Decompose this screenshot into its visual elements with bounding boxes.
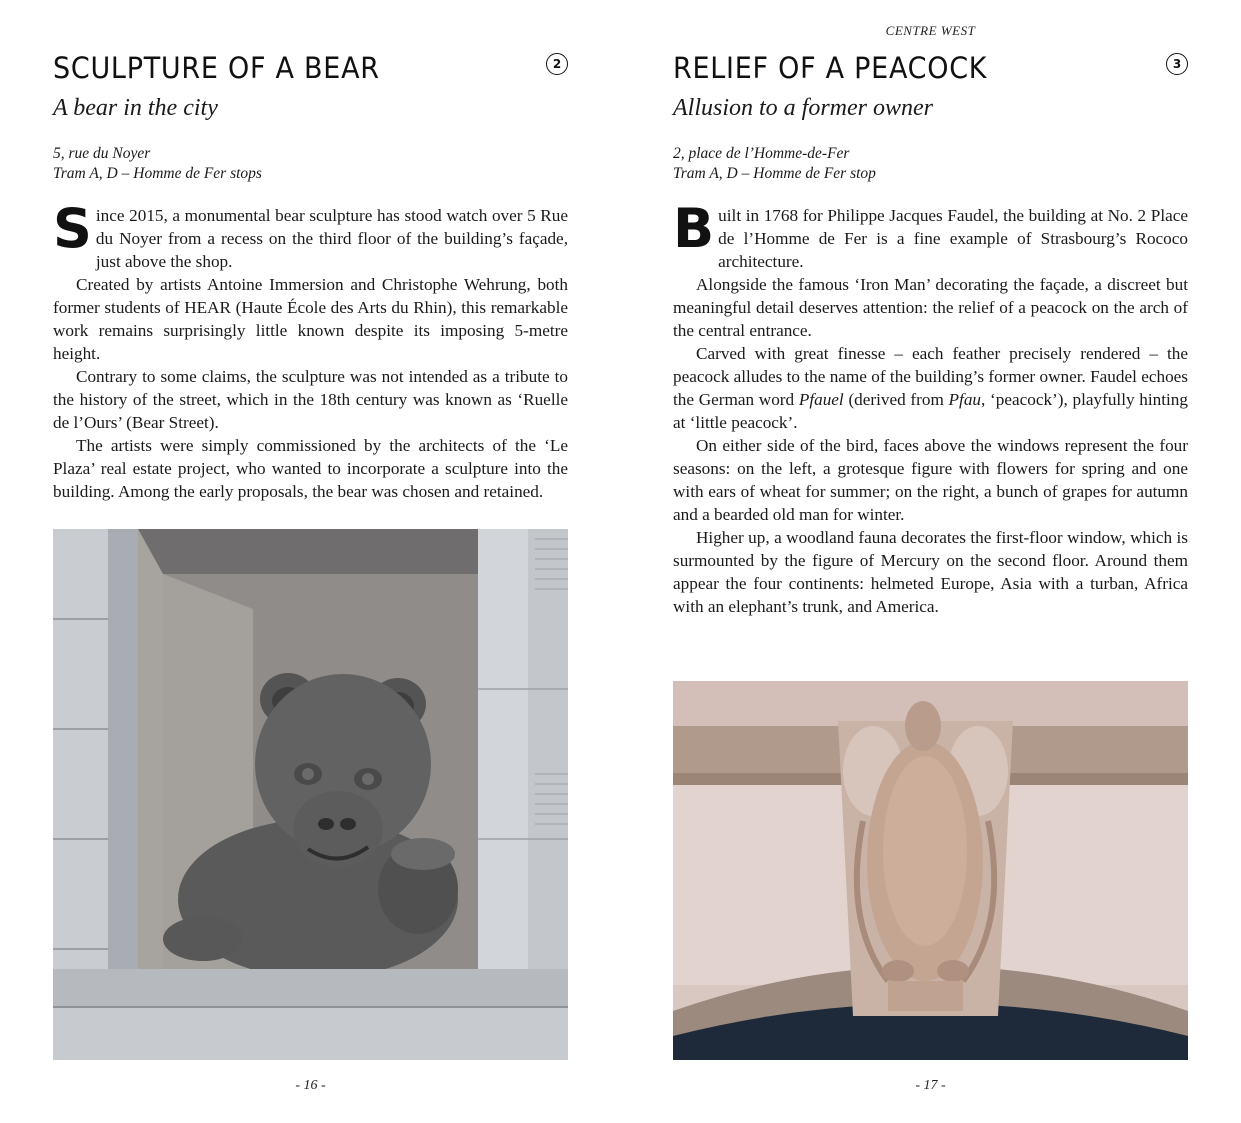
page-number: - 17 - [915,1078,946,1093]
address-block [673,144,876,184]
german-word: Pfau [948,390,982,409]
paragraph: Alongside the famous ‘Iron Man’ decorating the façade, a discreet but meaningful detail deserves attention: the relief of a peacock on the arch of the central entrance. [673,275,1188,340]
street-address: 2, place de l’Homme-de-Fer [673,145,850,162]
paragraph: Created by artists Antoine Immersion and Christophe Wehrung, both former students of HEAR (Haute École des Arts du Rhin), this remarkable work remains surprisingly little known despite its imposing 5-metre height. [53,275,568,363]
right-page [673,0,1188,1123]
page-title: SCULPTURE OF A BEAR [53,51,380,85]
site-number-badge: 3 [1166,53,1188,75]
paragraph: Since 2015, a monumental bear sculpture has stood watch over 5 Rue du Noyer from a recess on the third floor of the building’s façade, just above the shop. [53,197,568,271]
transport-info: Tram A, D – Homme de Fer stop [673,165,876,182]
paragraph: The artists were simply commissioned by the architects of the ‘Le Plaza’ real estate project, who wanted to incorporate a sculpture into the building. Among the early proposals, the bear was chosen and retained. [53,436,568,501]
street-address: 5, rue du Noyer [53,145,151,162]
site-number-badge: 2 [546,53,568,75]
left-page [53,0,568,1123]
bear-sculpture-photo [53,529,568,1060]
paragraph: Built in 1768 for Philippe Jacques Faudel, the building at No. 2 Place de l’Homme de Fer is a fine example of Strasbourg’s Rococo architecture. [673,197,1188,271]
page-number: - 16 - [295,1078,326,1093]
transport-info: Tram A, D – Homme de Fer stops [53,165,262,182]
paragraph: On either side of the bird, faces above the windows represent the four seasons: on the left, a grotesque figure with flowers for spring and one with ears of wheat for summer; on the right, a bunch of grapes for autumn and a bearded old man for winter. [673,436,1188,524]
body-text [53,197,568,503]
page-title: RELIEF OF A PEACOCK [673,51,988,85]
address-block [53,144,262,184]
drop-cap: B [673,197,715,260]
section-running-head: CENTRE WEST [885,23,976,38]
german-word: Pfauel [798,390,844,409]
paragraph: Higher up, a woodland fauna decorates the first-floor window, which is surmounted by the figure of Mercury on the second floor. Around them appear the four continents: helmeted Europe, Asia with a turban, Africa with an elephant’s trunk, and America. [673,528,1188,616]
peacock-relief-photo [673,681,1188,1060]
drop-cap: S [53,197,92,260]
paragraph: Carved with great finesse – each feather precisely rendered – the peacock alludes to the name of the building’s former owner. Faudel echoes the German word Pfauel (derived from Pfau, ‘peacock’), playfully hinting at ‘little peacock’. [673,344,1188,432]
page-subtitle: Allusion to a former owner [673,95,934,121]
page-subtitle: A bear in the city [53,95,218,121]
body-text [673,197,1188,618]
paragraph: Contrary to some claims, the sculpture was not intended as a tribute to the history of the street, which in the 18th century was known as ‘Ruelle de l’Ours’ (Bear Street). [53,367,568,432]
